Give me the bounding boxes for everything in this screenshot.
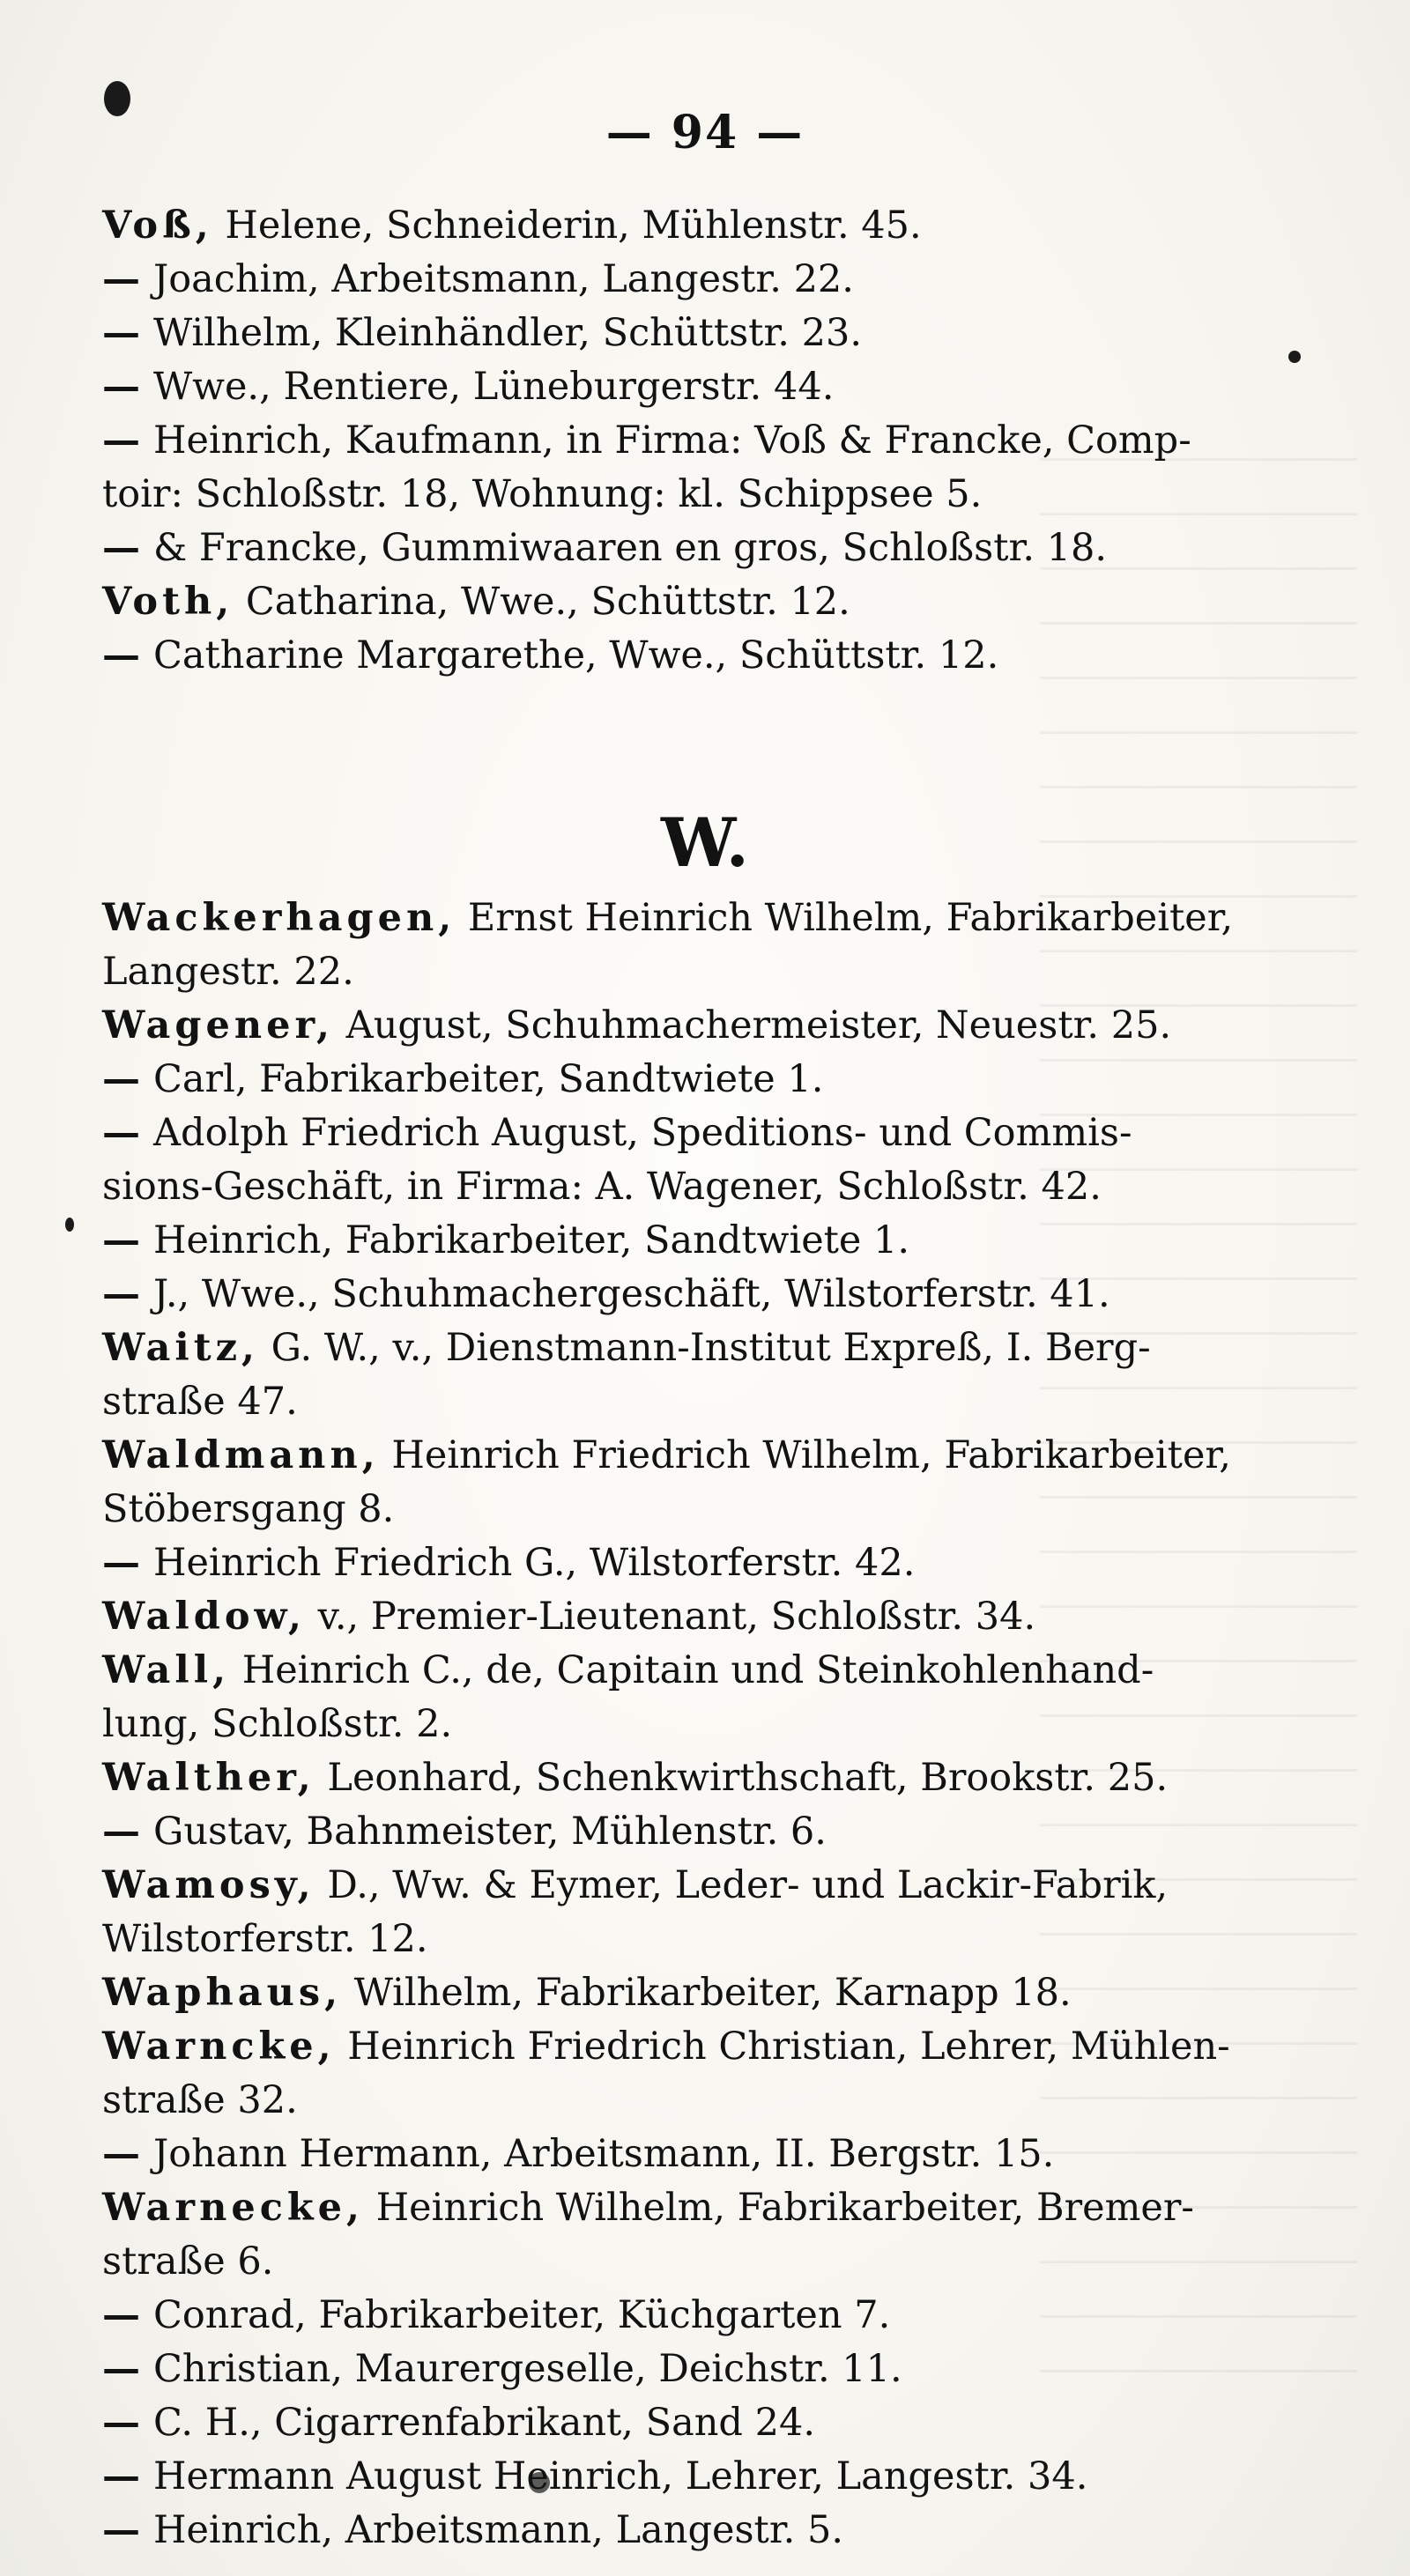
ditto-dash: —: [102, 257, 153, 301]
directory-entry-line: [102, 1053, 1283, 1107]
ink-speck-left: [65, 1218, 74, 1232]
entry-text: D., Ww. & Eymer, Leder- und Lackir-Fabrik,: [315, 1863, 1169, 1907]
directory-entry-line: [102, 253, 1283, 307]
directory-entry-line: [102, 2181, 1283, 2235]
directory-entry-line: [102, 629, 1283, 683]
directory-entry-line: [102, 1107, 1283, 1160]
directory-entry-line: [102, 2504, 1283, 2557]
entry-text: Heinrich, Arbeitsmann, Langestr. 5.: [152, 2508, 844, 2552]
directory-entry-line: [102, 414, 1283, 468]
entry-text: Johann Hermann, Arbeitsmann, II. Bergstr. 15.: [152, 2132, 1055, 2176]
directory-entry-line: [102, 468, 1283, 522]
directory-entry-line: [102, 1913, 1283, 1966]
section-letter-heading: W.: [661, 803, 749, 882]
directory-entry-line: [102, 2128, 1283, 2181]
directory-entry-line: [102, 945, 1283, 999]
entry-surname: Warnecke,: [102, 2186, 364, 2230]
entry-text: Hermann August Heinrich, Lehrer, Langestr. 34.: [152, 2454, 1088, 2498]
entry-text: Ernst Heinrich Wilhelm, Fabrikarbeiter,: [456, 896, 1234, 940]
entry-text: Wilhelm, Fabrikarbeiter, Karnapp 18.: [342, 1971, 1072, 2015]
entry-text: Wilhelm, Kleinhändler, Schüttstr. 23.: [152, 311, 863, 355]
directory-entry-line: [102, 1859, 1283, 1913]
entry-surname: Waphaus,: [102, 1971, 343, 2015]
entry-surname: Waldow,: [102, 1595, 306, 1639]
directory-entry-line: [102, 892, 1283, 945]
entry-text: Gustav, Bahnmeister, Mühlenstr. 6.: [152, 1810, 827, 1854]
entry-surname: Waldmann,: [102, 1433, 380, 1477]
entry-text: Helene, Schneiderin, Mühlenstr. 45.: [212, 204, 922, 248]
entry-surname: Warncke,: [102, 2025, 336, 2069]
directory-entry-line: [102, 2450, 1283, 2504]
ditto-dash: —: [102, 2454, 153, 2498]
directory-entry-line: [102, 199, 1283, 253]
entry-text: lung, Schloßstr. 2.: [102, 1702, 453, 1746]
directory-entry-line: [102, 1160, 1283, 1214]
entry-text: Catharina, Wwe., Schüttstr. 12.: [234, 580, 850, 624]
ditto-dash: —: [102, 1541, 153, 1585]
directory-entry-line: [102, 1375, 1283, 1429]
entry-text: C. H., Cigarrenfabrikant, Sand 24.: [152, 2401, 816, 2445]
entry-text: Heinrich Friedrich G., Wilstorferstr. 42.: [152, 1541, 916, 1585]
directory-entry-line: [102, 1805, 1283, 1859]
entry-text: straße 32.: [102, 2078, 298, 2122]
entry-surname: Voß,: [102, 204, 213, 248]
ditto-dash: —: [102, 2401, 153, 2445]
directory-entry-line: [102, 1321, 1283, 1375]
entry-surname: Wall,: [102, 1648, 231, 1692]
ditto-dash: —: [102, 1057, 153, 1101]
directory-entry-line: [102, 1268, 1283, 1321]
entry-text: Wilstorferstr. 12.: [102, 1917, 428, 1961]
ditto-dash: —: [102, 311, 153, 355]
entry-text: Langestr. 22.: [102, 950, 354, 994]
directory-entry-line: [102, 522, 1283, 575]
ditto-dash: —: [102, 2347, 153, 2391]
ditto-dash: —: [102, 365, 153, 409]
directory-entry-line: [102, 1966, 1283, 2020]
directory-entry-line: [102, 2235, 1283, 2289]
directory-entry-line: [102, 1483, 1283, 1536]
entry-text: Heinrich Friedrich Wilhelm, Fabrikarbeiter,: [379, 1433, 1231, 1477]
entry-text: sions-Geschäft, in Firma: A. Wagener, Schloßstr. 42.: [102, 1165, 1102, 1209]
directory-entry-line: [102, 1214, 1283, 1268]
entry-text: v., Premier-Lieutenant, Schloßstr. 34.: [305, 1595, 1036, 1639]
directory-entry-line: [102, 1536, 1283, 1590]
entry-surname: Voth,: [102, 580, 234, 624]
ditto-dash: —: [102, 1111, 153, 1155]
ditto-dash: —: [102, 2293, 153, 2337]
ditto-dash: —: [102, 2508, 153, 2552]
directory-entry-line: [102, 999, 1283, 1053]
directory-entry-line: [102, 575, 1283, 629]
entry-surname: Wamosy,: [102, 1863, 315, 1907]
ink-speck-right: [1288, 351, 1301, 363]
entry-surname: Wackerhagen,: [102, 896, 456, 940]
entry-text: Heinrich C., de, Capitain und Steinkohlenhand-: [230, 1648, 1154, 1692]
directory-entry-line: [102, 2074, 1283, 2128]
entry-text: Adolph Friedrich August, Speditions- und Commis-: [152, 1111, 1132, 1155]
entry-surname: Wagener,: [102, 1003, 334, 1047]
entry-text: G. W., v., Dienstmann-Institut Expreß, I. Berg-: [259, 1326, 1151, 1370]
ditto-dash: —: [102, 2132, 153, 2176]
directory-entry-line: [102, 307, 1283, 360]
ditto-dash: —: [102, 633, 153, 677]
page-number: — 94 —: [605, 106, 805, 159]
entry-text: Conrad, Fabrikarbeiter, Küchgarten 7.: [152, 2293, 891, 2337]
ditto-dash: —: [102, 526, 153, 570]
directory-entry-line: [102, 2396, 1283, 2450]
directory-entry-line: [102, 360, 1283, 414]
ditto-dash: —: [102, 418, 153, 463]
directory-entry-line: [102, 1751, 1283, 1805]
entry-text: straße 47.: [102, 1380, 298, 1424]
entry-text: toir: Schloßstr. 18, Wohnung: kl. Schippsee 5.: [102, 472, 983, 516]
entry-text: August, Schuhmachermeister, Neuestr. 25.: [333, 1003, 1172, 1047]
entry-text: Wwe., Rentiere, Lüneburgerstr. 44.: [152, 365, 835, 409]
entry-text: Heinrich, Kaufmann, in Firma: Voß & Francke, Comp-: [152, 418, 1191, 463]
directory-entry-line: [102, 1644, 1283, 1698]
entry-text: Heinrich Wilhelm, Fabrikarbeiter, Bremer-: [364, 2186, 1194, 2230]
entry-text: Heinrich Friedrich Christian, Lehrer, Mühlen-: [335, 2025, 1230, 2069]
entry-text: Leonhard, Schenkwirthschaft, Brookstr. 25.: [315, 1756, 1169, 1800]
entry-text: J., Wwe., Schuhmachergeschäft, Wilstorferstr. 41.: [152, 1272, 1110, 1316]
directory-entry-line: [102, 1698, 1283, 1751]
directory-entry-line: [102, 2289, 1283, 2343]
entry-surname: Walther,: [102, 1756, 315, 1800]
directory-entry-line: [102, 2020, 1283, 2074]
ditto-dash: —: [102, 1272, 153, 1316]
entry-text: Stöbersgang 8.: [102, 1487, 395, 1531]
entry-text: Christian, Maurergeselle, Deichstr. 11.: [152, 2347, 902, 2391]
entry-text: & Francke, Gummiwaaren en gros, Schloßstr. 18.: [152, 526, 1108, 570]
entry-text: straße 6.: [102, 2239, 274, 2284]
ditto-dash: —: [102, 1218, 153, 1262]
entries-w-section: [102, 892, 1283, 2557]
entries-v-section: [102, 199, 1283, 683]
ditto-dash: —: [102, 1810, 153, 1854]
entry-text: Carl, Fabrikarbeiter, Sandtwiete 1.: [152, 1057, 824, 1101]
entry-surname: Waitz,: [102, 1326, 260, 1370]
entry-text: Catharine Margarethe, Wwe., Schüttstr. 12.: [152, 633, 999, 677]
entry-text: Joachim, Arbeitsmann, Langestr. 22.: [152, 257, 854, 301]
directory-entry-line: [102, 1429, 1283, 1483]
directory-entry-line: [102, 1590, 1283, 1644]
entry-text: Heinrich, Fabrikarbeiter, Sandtwiete 1.: [152, 1218, 910, 1262]
directory-entry-line: [102, 2343, 1283, 2396]
